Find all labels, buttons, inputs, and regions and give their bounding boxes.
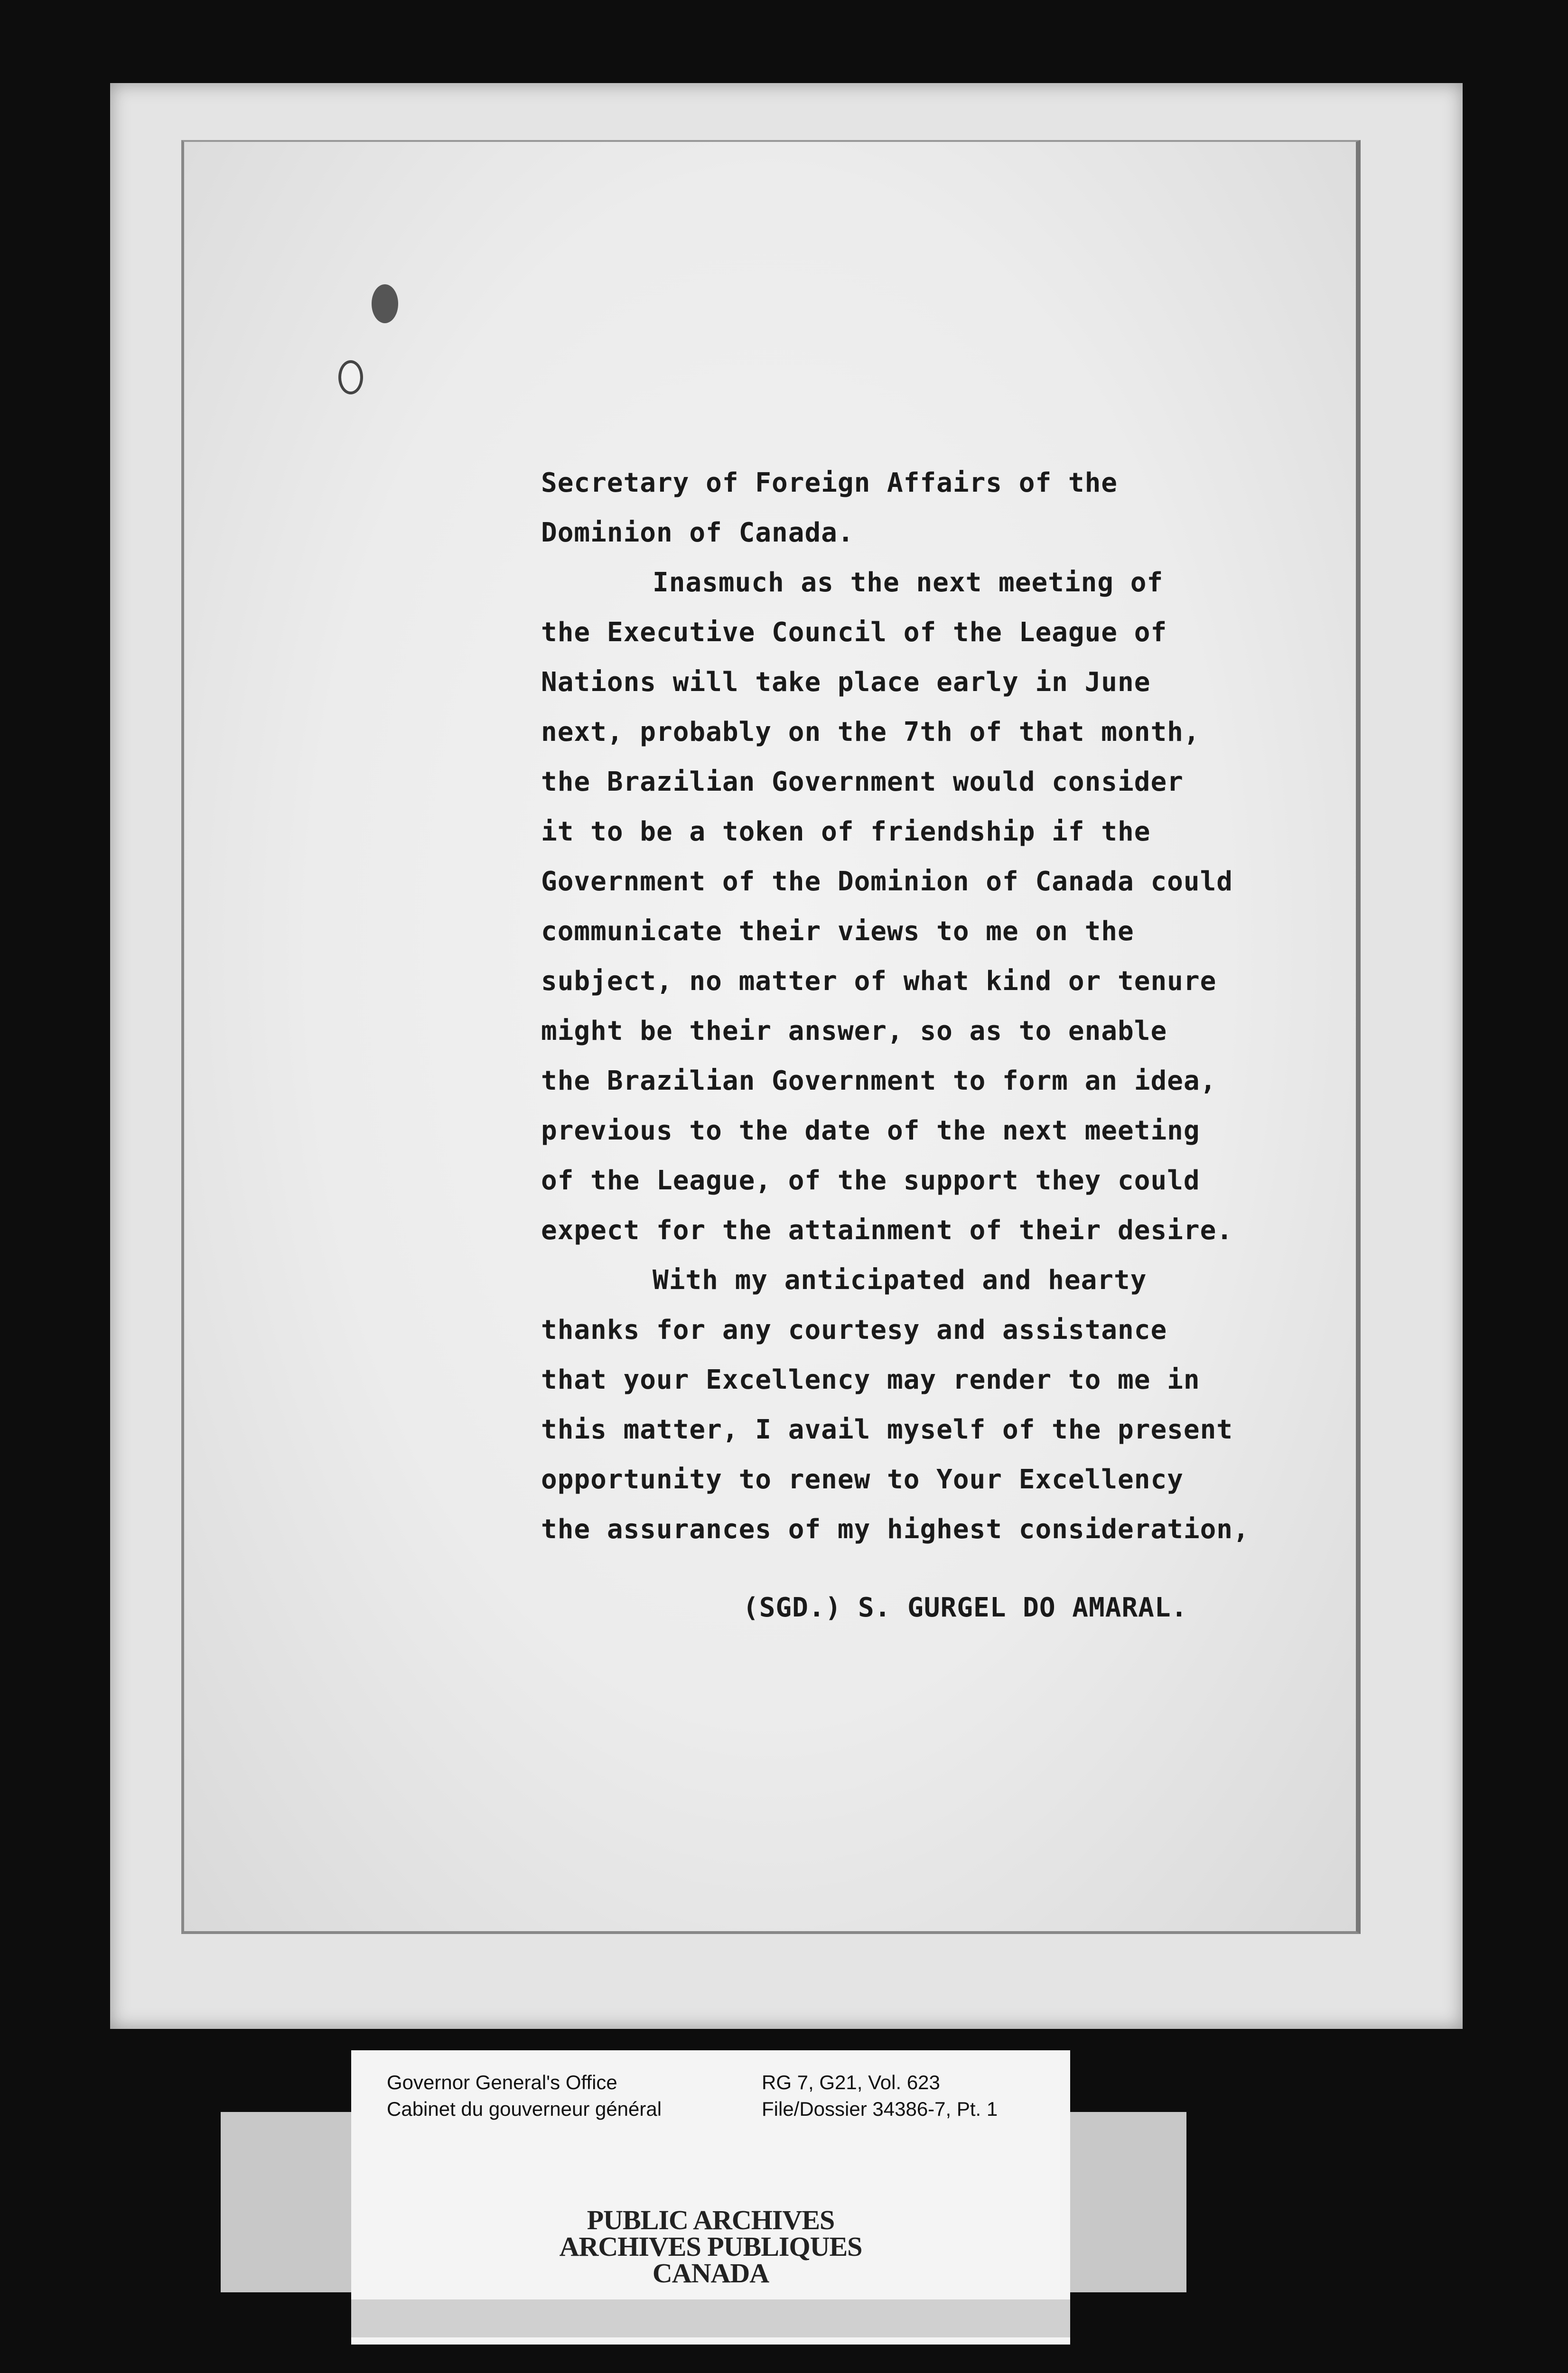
- letter-line: expect for the attainment of their desire.: [541, 1215, 1233, 1246]
- office-name-fr: Cabinet du gouverneur général: [387, 2098, 662, 2120]
- letter-line: thanks for any courtesy and assistance: [541, 1315, 1167, 1345]
- letter-line: the Brazilian Government to form an idea,: [541, 1065, 1217, 1096]
- letter-line: the Executive Council of the League of: [541, 617, 1167, 648]
- letter-line: the Brazilian Government would consider: [541, 766, 1184, 797]
- letter-line: this matter, I avail myself of the present: [541, 1414, 1233, 1445]
- letter-line: Inasmuch as the next meeting of: [653, 567, 1164, 598]
- archive-stamp-line: ARCHIVES PUBLIQUES: [559, 2231, 862, 2262]
- letter-line: of the League, of the support they could: [541, 1165, 1200, 1196]
- archive-stamp: [351, 2207, 1070, 2287]
- letter-line: Secretary of Foreign Affairs of the: [541, 467, 1118, 498]
- label-bottom-edge: [351, 2299, 1070, 2337]
- letter-line: that your Excellency may render to me in: [541, 1364, 1200, 1395]
- letter-line: subject, no matter of what kind or tenure: [541, 966, 1217, 997]
- punch-hole: [338, 360, 363, 394]
- record-group-reference: RG 7, G21, Vol. 623: [762, 2071, 940, 2093]
- signature-line: (SGD.) S. GURGEL DO AMARAL.: [743, 1592, 1188, 1623]
- letter-body: [541, 458, 1250, 1554]
- letter-line: opportunity to renew to Your Excellency: [541, 1464, 1184, 1495]
- letter-line: Government of the Dominion of Canada could: [541, 866, 1233, 897]
- file-reference: File/Dossier 34386-7, Pt. 1: [762, 2098, 998, 2120]
- letter-line: it to be a token of friendship if the: [541, 816, 1151, 847]
- letter-line: Nations will take place early in June: [541, 667, 1151, 698]
- punch-hole: [372, 284, 398, 323]
- office-name-block: [387, 2069, 662, 2122]
- letter-line: Dominion of Canada.: [541, 517, 854, 548]
- office-name-en: Governor General's Office: [387, 2071, 617, 2093]
- reference-block: [762, 2069, 998, 2122]
- archive-stamp-line: CANADA: [652, 2258, 769, 2289]
- letter-line: communicate their views to me on the: [541, 916, 1134, 947]
- letter-line: With my anticipated and hearty: [653, 1265, 1147, 1296]
- archive-stamp-line: PUBLIC ARCHIVES: [587, 2205, 835, 2235]
- letter-line: the assurances of my highest consideration,: [541, 1514, 1250, 1545]
- letter-line: might be their answer, so as to enable: [541, 1016, 1167, 1046]
- letter-line: next, probably on the 7th of that month,: [541, 717, 1200, 747]
- letter-line: previous to the date of the next meeting: [541, 1115, 1200, 1146]
